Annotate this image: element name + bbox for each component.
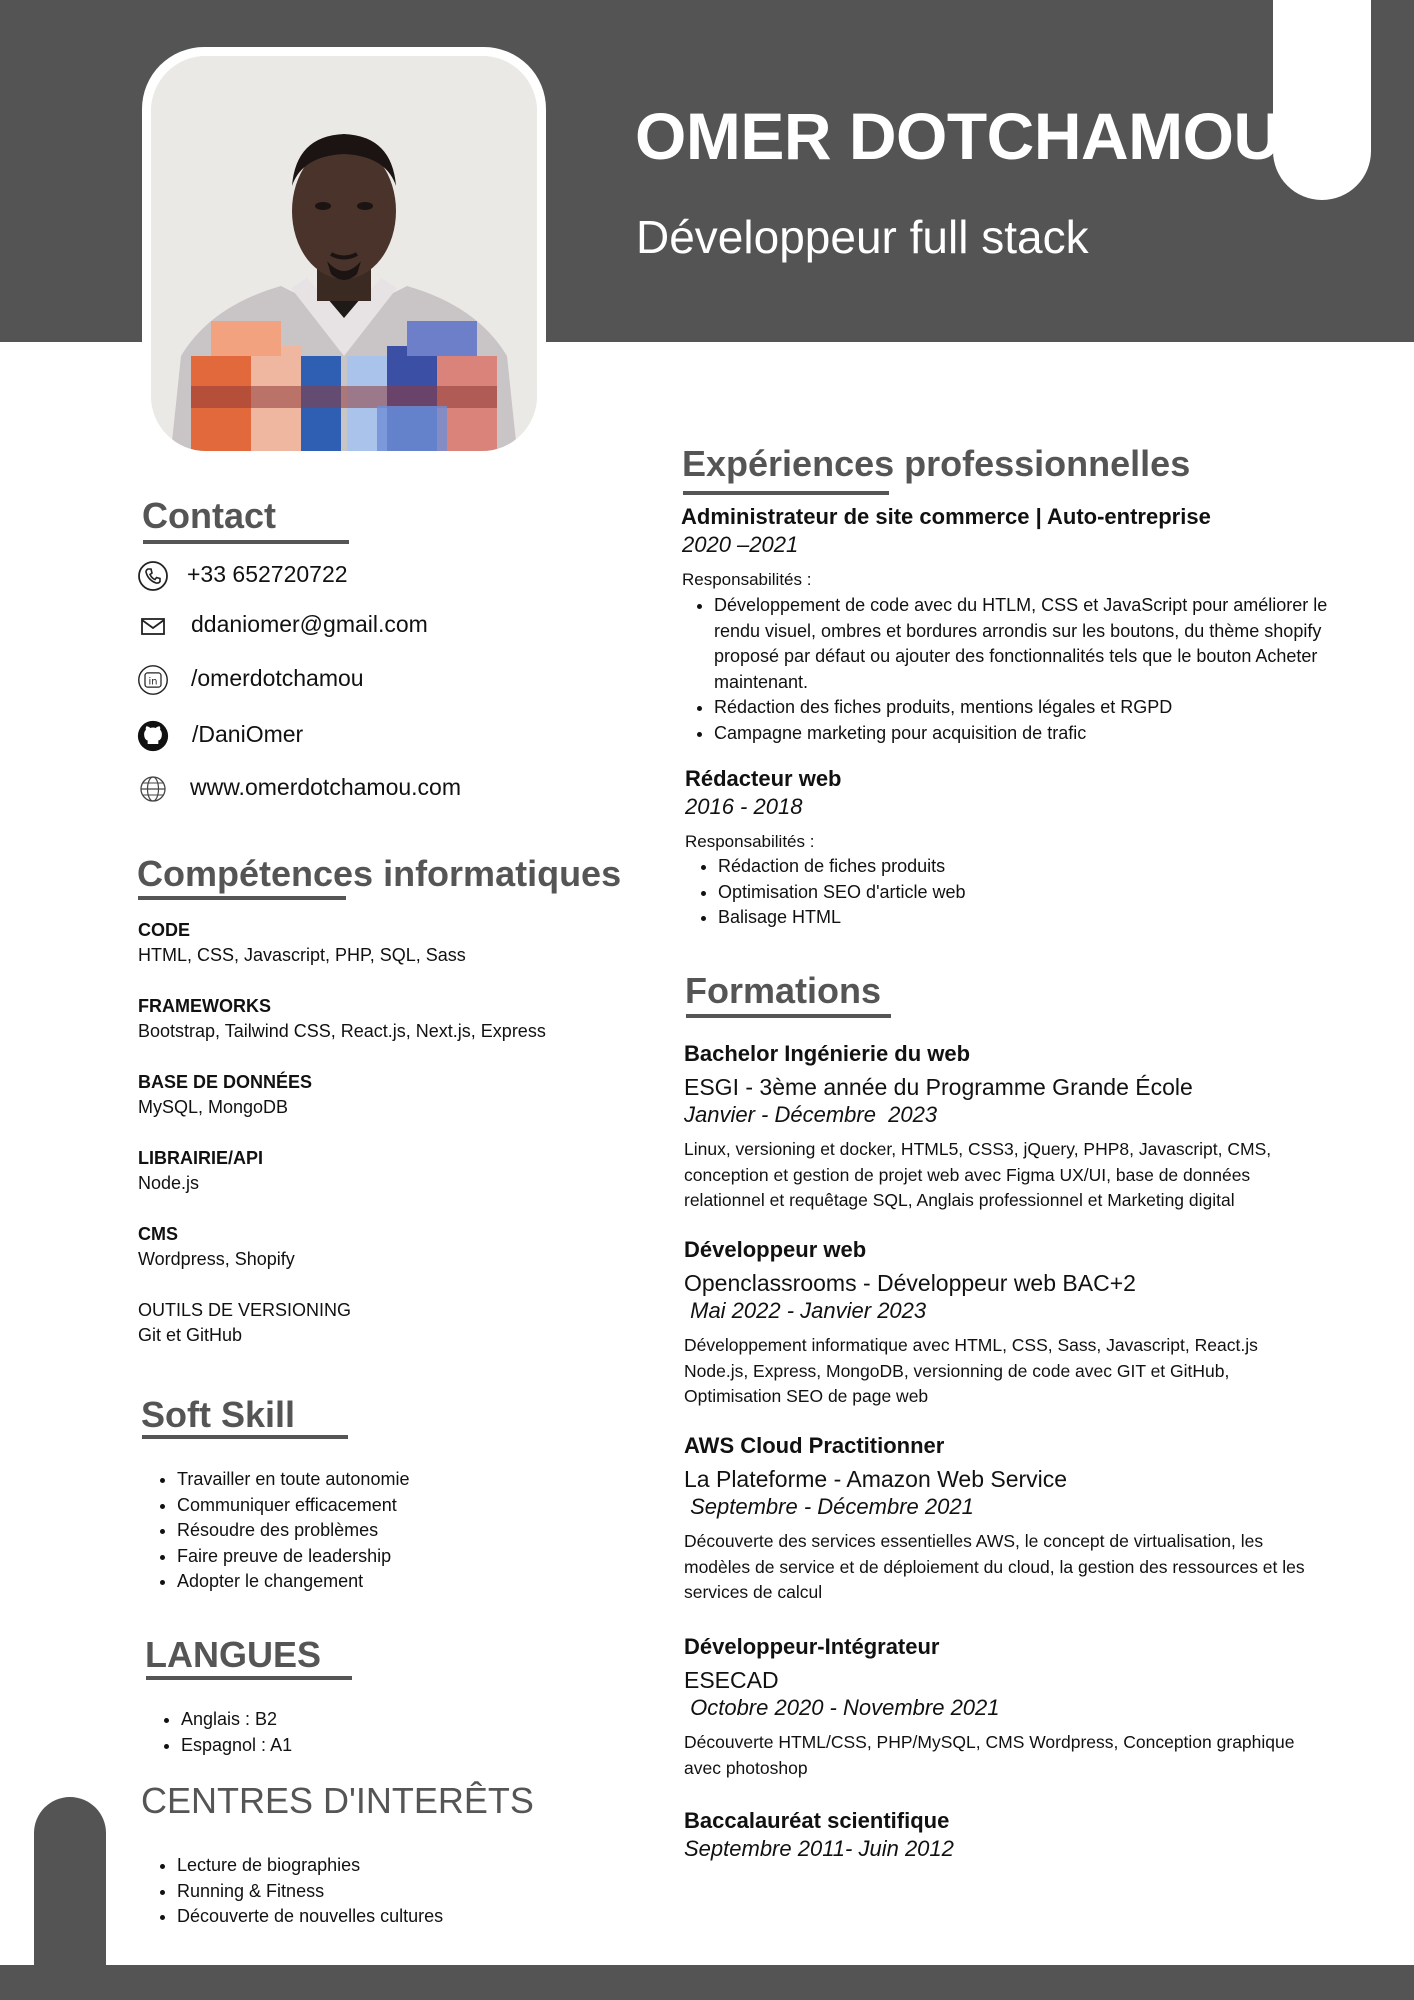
skill-label: BASE DE DONNÉES [138,1072,313,1092]
education-dates: Mai 2022 - Janvier 2023 [684,1298,927,1323]
contact-email-text[interactable]: ddaniomer@gmail.com [191,611,428,637]
skill-value: Node.js [138,1173,200,1193]
skill-value: Git et GitHub [138,1325,243,1345]
education-description: Découverte HTML/CSS, PHP/MySQL, CMS Wordpress, Conception graphique avec photoshop [684,1732,1295,1778]
skills-underline [138,896,346,900]
education-description: Linux, versioning et docker, HTML5, CSS3, jQuery, PHP8, Javascript, CMS, conception et gestion de projet web avec Figma UX/UI, base de données relationnel et requêtage SQL, Anglais professionnel et Marketing digital [684,1139,1272,1210]
profile-role: Développeur full stack [636,211,1089,263]
job-title: Rédacteur web [685,766,842,791]
list-item: • Travailler en toute autonomie [177,1467,409,1493]
contact-heading: Contact [142,495,276,536]
skill-label: FRAMEWORKS [138,996,271,1016]
soft-skills-list [137,1467,409,1595]
list-item: • Faire preuve de leadership [177,1544,409,1570]
languages-heading: LANGUES [145,1634,322,1675]
header-decorative-tab [1273,0,1371,200]
list-item: • Balisage HTML [718,905,966,931]
skill-label: CODE [138,920,191,940]
skill-value: Wordpress, Shopify [138,1249,295,1269]
job-responsibilities [674,593,1374,746]
phone-icon [137,560,169,592]
education-school: ESGI - 3ème année du Programme Grande École [684,1074,1193,1100]
contact-underline [143,540,349,544]
contact-linkedin-text[interactable]: /omerdotchamou [191,665,364,691]
footer-decorative-tab [34,1797,106,2000]
list-item: • Lecture de biographies [177,1853,443,1879]
education-dates: Septembre 2011- Juin 2012 [684,1836,954,1861]
education-description: Développement informatique avec HTML, CSS, Sass, Javascript, React.js Node.js, Express, MongoDB, versionning de code avec GIT et GitHub, Optimisation SEO de page web [684,1335,1258,1406]
education-dates: Octobre 2020 - Novembre 2021 [684,1695,1000,1720]
soft-skills-heading: Soft Skill [141,1394,296,1435]
list-item: • Communiquer efficacement [177,1493,409,1519]
list-item: • Rédaction des fiches produits, mentions légales et RGPD [714,695,1374,721]
job-resp-label: Responsabilités : [685,832,815,851]
education-title: Bachelor Ingénierie du web [684,1041,971,1066]
skill-group [138,1146,263,1196]
education-dates: Septembre - Décembre 2021 [684,1494,974,1519]
education-school: ESECAD [684,1667,779,1693]
list-item: • Anglais : B2 [181,1707,292,1733]
list-item: • Optimisation SEO d'article web [718,880,966,906]
interests-list [137,1853,443,1930]
experience-heading: Expériences professionnelles [682,443,1191,484]
job-responsibilities [678,854,966,931]
list-item: • Rédaction de fiches produits [718,854,966,880]
skill-group [138,994,546,1044]
contact-linkedin [137,662,169,698]
contact-phone-text: +33 652720722 [187,561,348,587]
skill-group [138,1222,295,1272]
education-description: Découverte des services essentielles AWS, le concept de virtualisation, les modèles de service et de déploiement du cloud, la gestion des ressources et les services de calcul [684,1531,1305,1602]
list-item: • Adopter le changement [177,1569,409,1595]
education-title: Développeur web [684,1237,867,1262]
list-item: • Espagnol : A1 [181,1733,292,1759]
skill-group [138,1298,351,1348]
list-item: • Résoudre des problèmes [177,1518,409,1544]
job-dates: 2016 - 2018 [685,794,803,819]
job-resp-label: Responsabilités : [682,570,812,589]
job-title: Administrateur de site commerce | Auto-entreprise [681,504,1211,529]
skill-group [138,1070,312,1120]
education-school: La Plateforme - Amazon Web Service [684,1466,1068,1492]
github-icon [137,720,169,752]
skill-value: Bootstrap, Tailwind CSS, React.js, Next.js, Express [138,1021,546,1041]
job-dates: 2020 –2021 [682,532,799,557]
interests-heading: CENTRES D'INTERÊTS [141,1780,534,1821]
list-item: • Campagne marketing pour acquisition de trafic [714,721,1374,747]
education-underline [686,1014,891,1018]
mail-icon [137,610,169,642]
footer-band [0,1965,1414,2000]
skill-label: CMS [138,1224,178,1244]
education-title: Développeur-Intégrateur [684,1634,940,1659]
contact-phone [137,558,169,594]
list-item: • Développement de code avec du HTLM, CSS et JavaScript pour améliorer le rendu visuel, ombres et bordures arrondis sur les boutons, du thème shopify proposé par défaut ou ajouter des fonctionnalités tels que le bouton Acheter maintenant. [714,593,1374,695]
contact-github [137,718,169,754]
experience-underline [683,491,889,495]
profile-name: OMER DOTCHAMOU [635,99,1281,173]
skill-label: LIBRAIRIE/API [138,1148,264,1168]
profile-photo-frame [142,47,546,460]
globe-icon [137,773,169,805]
contact-website-text[interactable]: www.omerdotchamou.com [190,774,461,800]
languages-underline [146,1676,352,1680]
contact-github-text[interactable]: /DaniOmer [192,721,304,747]
education-title: AWS Cloud Practitionner [684,1433,945,1458]
languages-list [141,1707,292,1758]
education-school: Openclassrooms - Développeur web BAC+2 [684,1270,1136,1296]
list-item: • Découverte de nouvelles cultures [177,1904,443,1930]
skills-heading: Compétences informatiques [137,853,622,894]
skill-label: OUTILS DE VERSIONING [138,1300,352,1320]
portrait-illustration [151,56,537,451]
skill-value: MySQL, MongoDB [138,1097,289,1117]
education-heading: Formations [685,970,882,1011]
skill-value: HTML, CSS, Javascript, PHP, SQL, Sass [138,945,466,965]
skill-group [138,918,466,968]
soft-skills-underline [142,1435,348,1439]
education-title: Baccalauréat scientifique [684,1808,950,1833]
contact-website [137,771,169,807]
education-dates: Janvier - Décembre 2023 [684,1102,938,1127]
svg-text:in: in [148,676,158,688]
linkedin-icon [137,664,169,696]
profile-photo [151,56,537,451]
list-item: • Running & Fitness [177,1879,443,1905]
contact-email [137,608,169,644]
